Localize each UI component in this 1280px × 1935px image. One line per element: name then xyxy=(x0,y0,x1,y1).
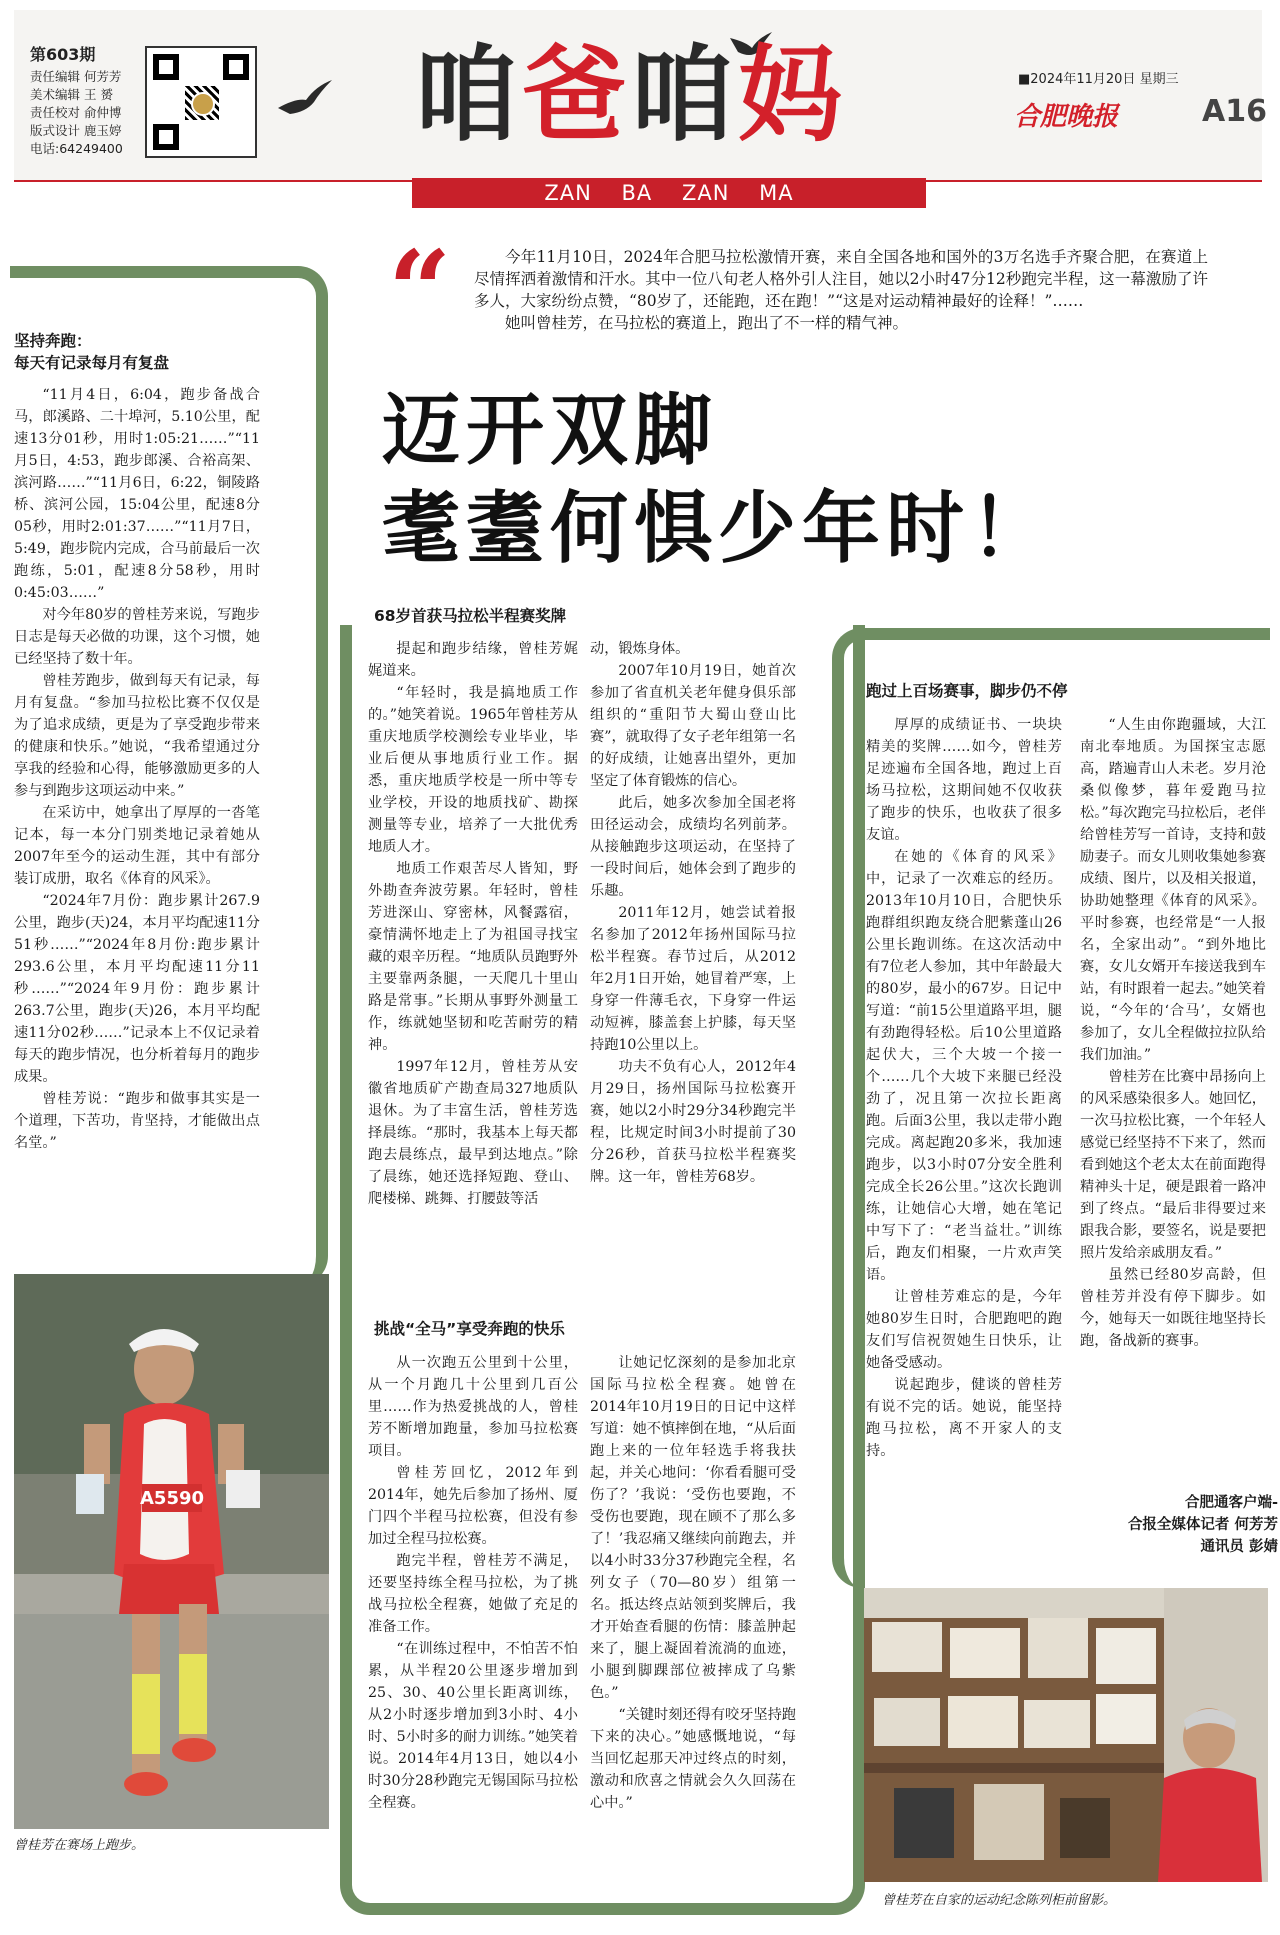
section-heading: 每天有记录每月有复盘 xyxy=(14,354,170,372)
runner-photo xyxy=(14,1274,329,1829)
right-right-column: “人生由你跑疆域，大江南北奉地质。为国探宝志愿高，踏遍青山人未老。岁月沧桑似像梦，暮年爱跑马拉松。”每次跑完马拉松后，老伴给曾桂芳写一首诗，支持和鼓励妻子。而女儿则收集她参赛成绩、图片，以及相关报道，协助她整理《体育的风采》。平时参赛，也经常是“一人报名，全家出动”。“到外地比赛，女儿女婿开车接送我到车站，有时跟着一起去。”她笑着说，“今年的‘合马’，女婿也参加了，女儿全程做拉拉队给我们加油。” 曾桂芳在比赛中昂扬向上的风采感染很多人。她回忆，一次马拉松比赛，一个年轻人感觉已经坚持不下来了，然而看到她这个老太太在前面跑得精神头十足，硬是跟着一路冲到了终点。“最后非得要过来跟我合影，要签名，说是要把照片发给亲戚朋友看。” 虽然已经80岁高龄，但曾桂芳并没有停下脚步。如今，她每天一如既往地坚持长跑，备战新的赛事。 xyxy=(1080,717,1266,1349)
staff-line: 责任校对 俞仲博 xyxy=(30,105,122,120)
issue-date: ■2024年11月20日 星期三 xyxy=(1018,72,1179,87)
quote-mark-icon: “ xyxy=(388,226,452,355)
newspaper-name: 合肥晚报 xyxy=(1014,102,1119,132)
mid-bottom-right-column: 让她记忆深刻的是参加北京国际马拉松全程赛。她曾在2014年10月19日的日记中这样写道：她不慎摔倒在地，“从后面跑上来的一位年轻选手将我扶起，并关心地问：‘你看看腿可受伤了？’我说：‘受伤也要跑，不受伤也要跑，现在顾不了那么多了！’我忍痛又继续向前跑去，并以4小时33分37秒跑完全程，名列女子（70—80岁）组第一名。抵达终点站领到奖牌后，我才开始查看腿的伤情：膝盖肿起来了，腿上凝固着流淌的血迹，小腿到脚踝部位被摔成了乌紫色。” “关键时刻还得有咬牙坚持跑下来的决心。”她感慨地说，“每当回忆起那天冲过终点的时刻，激动和欣喜之情就会久久回荡在心中。” xyxy=(590,1355,796,1811)
race-bib: A5590 xyxy=(139,1488,205,1509)
pinyin-banner: ZAN BA ZAN MA xyxy=(412,178,926,208)
mid-left-column: 提起和跑步结缘，曾桂芳娓娓道来。 “年轻时，我是搞地质工作的。”她笑着说。1965年曾桂芳从重庆地质学校测绘专业毕业，毕业后便从事地质行业工作。据悉，重庆地质学校是一所中等专业学校，开设的地质找矿、勘探测量等专业，培养了一大批优秀地质人才。 地质工作艰苦尽人皆知，野外勘查奔波劳累。年轻时，曾桂芳进深山、穿密林，风餐露宿，豪情满怀地走上了为祖国寻找宝藏的艰辛历程。“地质队员跑野外主要靠两条腿，一天爬几十里山路是常事。”长期从事野外测量工作，练就她坚韧和吃苦耐劳的精神。 1997年12月，曾桂芳从安徽省地质矿产勘查局327地质队退休。为了丰富生活，曾桂芳选择晨练。“那时，我基本上每天都跑去晨练点，最早到达地点。”除了晨练，她还选择短跑、登山、爬楼梯、跳舞、打腰鼓等活 xyxy=(368,641,578,1207)
masthead-staff-info xyxy=(30,46,123,158)
masthead xyxy=(14,10,1267,182)
headline: 迈开双脚 耄耋何惧少年时！ xyxy=(382,386,1055,574)
home-photo xyxy=(864,1588,1268,1882)
staff-line: 美术编辑 王 赟 xyxy=(30,87,113,102)
page-number: A16 xyxy=(1202,94,1267,129)
right-left-column: 厚厚的成绩证书、一块块精美的奖牌……如今，曾桂芳足迹遍布全国各地，跑过上百场马拉松，这期间她不仅收获了跑步的快乐，也收获了很多友谊。 在她的《体育的风采》中，记录了一次难忘的经历。2013年10月10日，合肥快乐跑群组织跑友绕合肥紫蓬山26公里长跑训练。在这次活动中有7位老人参加，其中年龄最大的80岁，最小的67岁。日记中写道：“前15公里道路平坦，腿有劲跑得轻松。后10公里道路起伏大，三个大坡一个接一个……几个大坡下来腿已经没劲了，况且第一次拉长距离跑。后面3公里，我以走带小跑完成。离起跑20多米，我加速跑步，以3小时07分安全胜利完成全长26公里。”这次长跑训练，让她信心大增，她在笔记中写下了：“老当益壮。”训练后，跑友们相聚，一片欢声笑语。 让曾桂芳难忘的是，今年她80岁生日时，合肥跑吧的跑友们写信祝贺她生日快乐，让她备受感动。 说起跑步，健谈的曾桂芳有说不完的话。她说，能坚持跑马拉松，离不开家人的支持。 xyxy=(866,717,1062,1459)
section-heading: 68岁首获马拉松半程赛奖牌 xyxy=(374,607,567,625)
staff-line: 电话:64249400 xyxy=(30,141,123,156)
issue-number: 第603期 xyxy=(30,45,96,64)
mid-right-column: 动，锻炼身体。 2007年10月19日，她首次参加了省直机关老年健身俱乐部组织的“重阳节大蜀山登山比赛”，就取得了女子老年组第一名的好成绩，让她喜出望外，更加坚定了体育锻炼的信心。 此后，她多次参加全国老将田径运动会，成绩均名列前茅。从接触跑步这项运动，在坚持了一段时间后，她体会到了跑步的乐趣。 2011年12月，她尝试着报名参加了2012年扬州国际马拉松半程赛。春节过后，从2012年2月1日开始，她冒着严寒，上身穿一件薄毛衣，下身穿一件运动短裤，膝盖套上护膝，每天坚持跑10公里以上。 功夫不负有心人，2012年4月29日，扬州国际马拉松赛开赛，她以2小时29分34秒跑完半程，比规定时间3小时提前了30分26秒，首获马拉松半程赛奖牌。这一年，曾桂芳68岁。 xyxy=(590,641,796,1185)
section-heading: 跑过上百场赛事，脚步仍不停 xyxy=(866,682,1068,700)
section-heading: 坚持奔跑： xyxy=(14,332,92,350)
photo-caption: 曾桂芳在自家的运动纪念陈列柜前留影。 xyxy=(882,1893,1117,1908)
section-heading: 挑战“全马”享受奔跑的快乐 xyxy=(374,1320,565,1338)
qr-code-icon[interactable] xyxy=(145,46,257,158)
photo-caption: 曾桂芳在赛场上跑步。 xyxy=(14,1838,145,1853)
byline: 合肥通客户端- 合报全媒体记者 何芳芳 通讯员 彭婧 xyxy=(1127,1495,1278,1555)
staff-line: 责任编辑 何芳芳 xyxy=(30,69,122,84)
lead-paragraph: 今年11月10日，2024年合肥马拉松激情开赛，来自全国各地和国外的3万名选手齐聚合肥，在赛道上尽情挥洒着激情和汗水。其中一位八旬老人格外引人注目，她以2小时47分12秒跑完半程，这一幕激励了许多人，大家纷纷点赞，“80岁了，还能跑，还在跑！”“这是对运动精神最好的诠释！”…… 她叫曾桂芳，在马拉松的赛道上，跑出了不一样的精气神。 xyxy=(474,248,1208,332)
left-column: 坚持奔跑： 每天有记录每月有复盘 “11月4日，6:04，跑步备战合马，郎溪路、二十埠河，5.10公里，配速13分01秒，用时1:05:21……”“11月5日，4:53，跑步郎溪、合裕高架、滨河路……”“11月6日，6:22，铜陵路桥、滨河公园，15:04公里，配速8分05秒，用时2:01:37……”“11月7日，5:49，跑步院内完成，合马前最后一次跑练，5:01，配速8分58秒，用时0:45:03……” 对今年80岁的曾桂芳来说，写跑步日志是每天必做的功课，这个习惯，她已经坚持了数十年。 曾桂芳跑步，做到每天有记录，每月有复盘。“参加马拉松比赛不仅仅是为了追求成绩，更是为了享受跑步带来的健康和快乐。”她说，“我希望通过分享我的经验和心得，能够激励更多的人参与到跑步这项运动中来。” 在采访中，她拿出了厚厚的一沓笔记本，每一本分门别类地记录着她从2007年至今的运动生涯，其中有部分装订成册，取名《体育的风采》。 “2024年7月份：跑步累计267.9公里，跑步(天)24，本月平均配速11分51秒……”“2024年8月份:跑步累计293.6公里，本月平均配速11分11秒……”“2024年9月份：跑步累计263.7公里，跑步(天)26，本月平均配速11分02秒……”记录本上不仅记录着每天的跑步情况，也分析着每月的跑步成果。 曾桂芳说：“跑步和做事其实是一个道理，下苦功，肯坚持，才能做出点名堂。” xyxy=(14,332,260,1151)
page-title: 咱爸咱妈 xyxy=(414,34,847,156)
staff-line: 版式设计 鹿玉婷 xyxy=(30,123,122,138)
swallow-icon xyxy=(276,78,334,118)
mid-bottom-left-column: 从一次跑五公里到十公里，从一个月跑几十公里到几百公里……作为热爱挑战的人，曾桂芳不断增加跑量，参加马拉松赛项目。 曾桂芳回忆，2012年到2014年，她先后参加了扬州、厦门四个半程马拉松赛，但没有参加过全程马拉松赛。 跑完半程，曾桂芳不满足，还要坚持练全程马拉松，为了挑战马拉松全程赛，她做了充足的准备工作。 “在训练过程中，不怕苦不怕累，从半程20公里逐步增加到25、30、40公里长距离训练，从2小时逐步增加到3小时、4小时、5小时多的耐力训练。”她笑着说。2014年4月13日，她以4小时30分28秒跑完无锡国际马拉松全程赛。 xyxy=(368,1355,578,1811)
